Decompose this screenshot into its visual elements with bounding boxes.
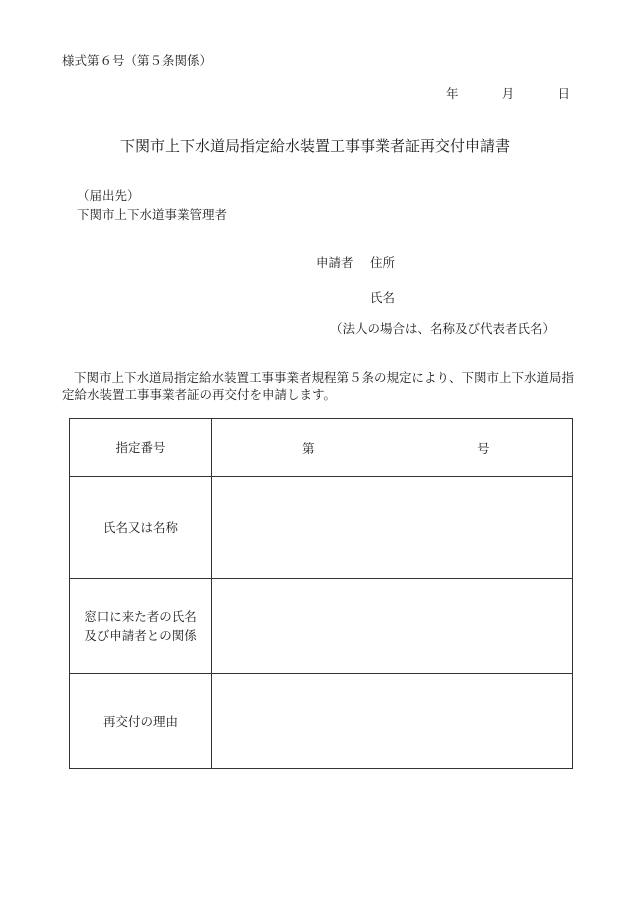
applicant-name-label: 氏名 [370, 290, 396, 305]
corporate-note: （法人の場合は、名称及び代表者氏名） [330, 321, 556, 336]
designation-number-field[interactable] [212, 419, 573, 477]
designation-number-label: 指定番号 [70, 419, 212, 477]
document-title: 下関市上下水道局指定給水装置工事事業者証再交付申請書 [119, 137, 510, 155]
reissue-reason-label: 再交付の理由 [70, 674, 212, 769]
number-suffix: 号 [477, 440, 490, 456]
table-row [70, 419, 573, 477]
date-day-label: 日 [557, 86, 570, 101]
applicant-address-label: 住所 [370, 255, 396, 270]
visitor-label-line2: 及び申請者との関係 [84, 628, 197, 643]
form-number: 様式第６号（第５条関係） [62, 53, 213, 68]
table-row [70, 674, 573, 769]
name-label: 氏名又は名称 [70, 477, 212, 579]
date-year-label: 年 [446, 86, 459, 101]
visitor-label-line1: 窓口に来た者の氏名 [84, 609, 197, 624]
application-table [69, 418, 573, 769]
date-month-label: 月 [501, 86, 515, 101]
name-field[interactable] [212, 477, 573, 579]
reissue-reason-field[interactable] [212, 674, 573, 769]
date-line [446, 84, 570, 102]
table-row [70, 579, 573, 674]
addressee-label: （届出先） [77, 188, 140, 203]
applicant-label: 申請者 [316, 255, 354, 270]
table-row [70, 477, 573, 579]
addressee-name: 下関市上下水道事業管理者 [77, 207, 228, 222]
body-text: 下関市上下水道局指定給水装置工事事業者規程第５条の規定により、下関市上下水道局指定給水装置工事事業者証の再交付を申請します。 [62, 370, 575, 402]
visitor-name-relation-label [70, 579, 212, 674]
visitor-name-relation-field[interactable] [212, 579, 573, 674]
number-prefix: 第 [302, 440, 315, 456]
